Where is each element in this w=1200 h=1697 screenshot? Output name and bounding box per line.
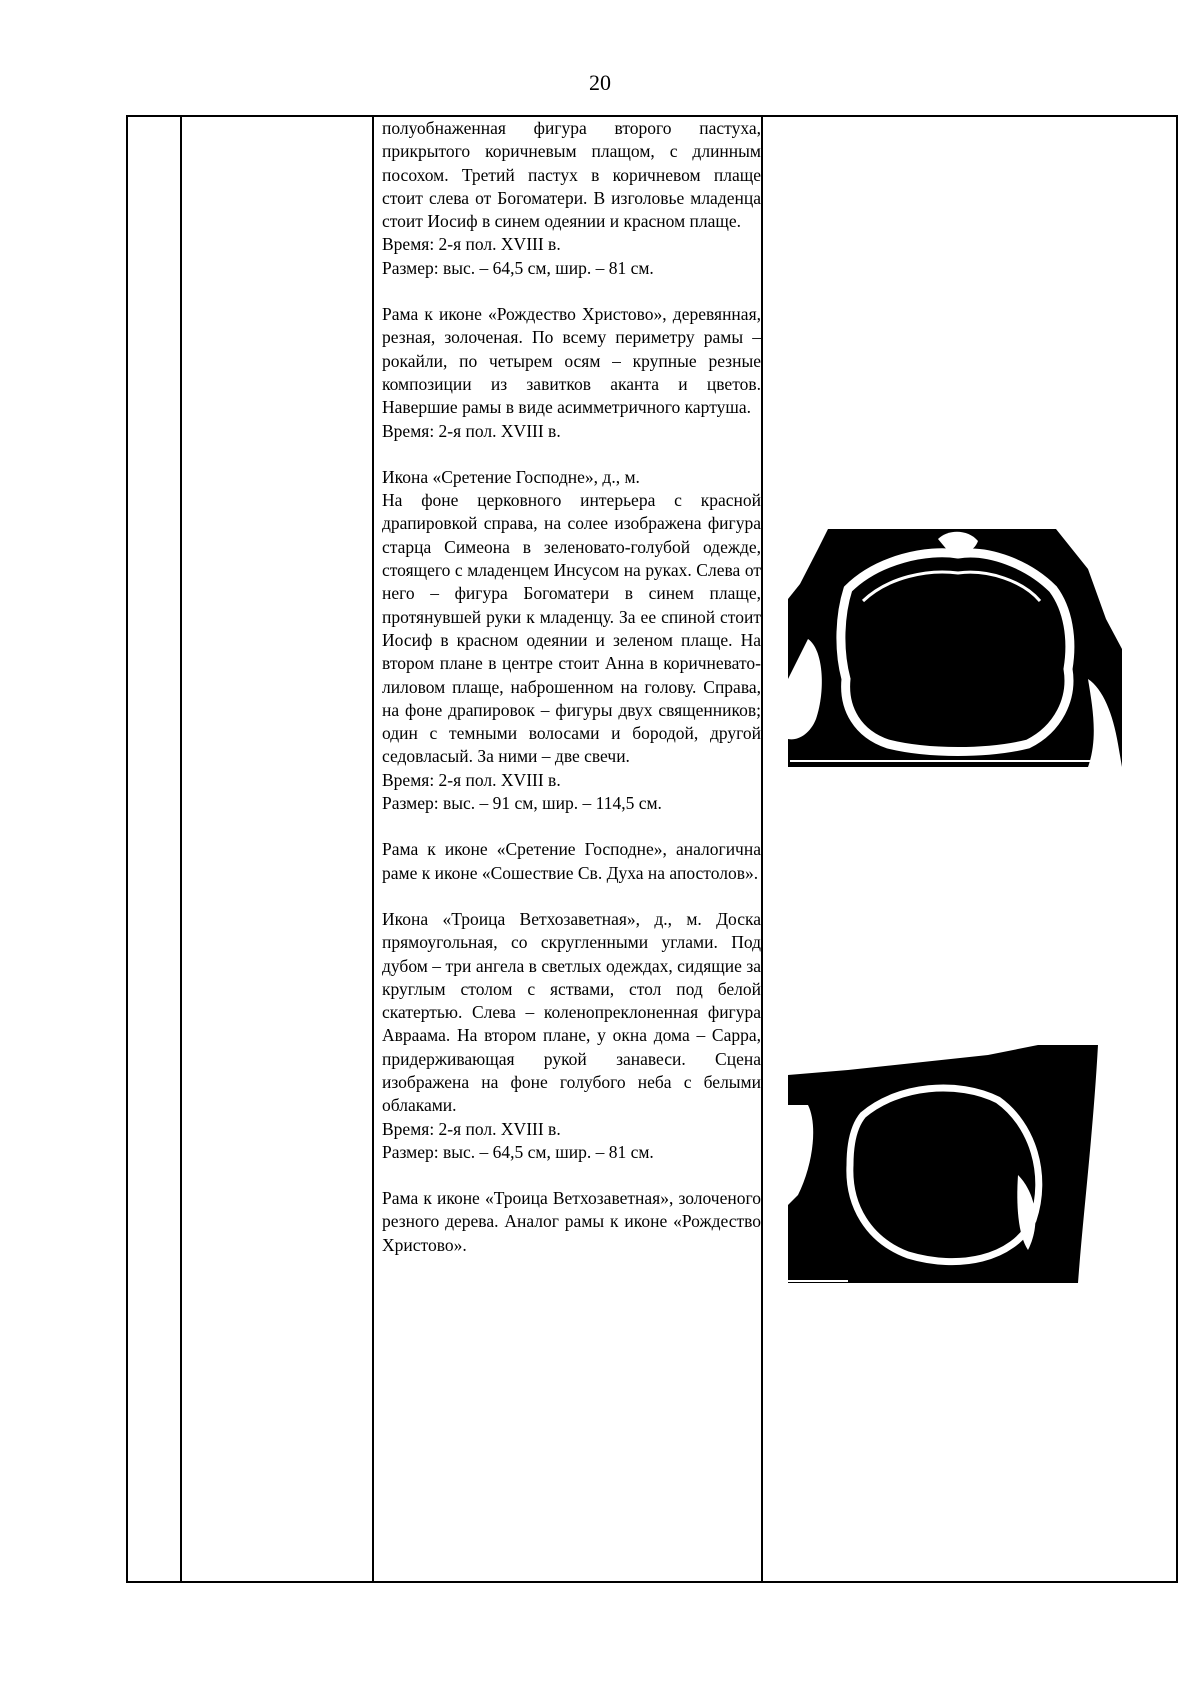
entry-paragraph: Рама к иконе «Сретение Господне», аналогична раме к иконе «Сошествие Св. Духа на апостолов».: [382, 839, 761, 883]
entry-time: Время: 2-я пол. XVIII в.: [382, 234, 561, 255]
entry-paragraph: Рама к иконе «Троица Ветхозаветная», золоченого резного дерева. Аналог рамы к иконе «Рождество Христово».: [382, 1188, 761, 1255]
photo-presentation-icon: [788, 529, 1122, 767]
inventory-table: [126, 115, 1178, 1583]
entry-paragraph: На фоне церковного интерьера с красной драпировкой справа, на солее изображена фигура старца Симеона в зеленовато-голубой одежде, стоящего с младенцем Инсусом на руках. Слева от него – фигура Богоматери в синем плаще, протянувшей руки к младенцу. За ее спиной стоит Иосиф в красном одеянии и зеленом плаще. На втором плане в центре стоит Анна в коричневато-лиловом плаще, наброшенном на голову. Справа, на фоне драпировок – фигуры двух священников; один с темными волосами и бородой, другой седовласый. За ними – две свечи.: [382, 490, 761, 767]
entry-paragraph: Рама к иконе «Рождество Христово», деревянная, резная, золоченая. По всему периметру рамы – рокайли, по четырем осям – крупные резные композиции из завитков аканта и цветов. Навершие рамы в виде асимметричного картуша.: [382, 304, 761, 418]
entry-nativity-frame: [382, 303, 761, 443]
entry-presentation-frame: [382, 838, 761, 885]
entry-paragraph: Икона «Троица Ветхозаветная», д., м. Доска прямоугольная, со скругленными углами. Под дубом – три ангела в светлых одеждах, сидящие за круглым столом с яствами, стол под белой скатертью. Слева – коленопреклоненная фигура Авраама. На втором плане, у окна дома – Сарра, придерживающая рукой занавеси. Сцена изображена на фоне голубого неба с белыми облаками.: [382, 908, 761, 1116]
entry-time: Время: 2-я пол. XVIII в.: [382, 769, 561, 790]
entry-time: Время: 2-я пол. XVIII в.: [382, 1118, 561, 1139]
entry-size: Размер: выс. – 64,5 см, шир. – 81 см.: [382, 257, 654, 278]
entry-presentation-icon: [382, 466, 761, 815]
entry-trinity-frame: [382, 1187, 761, 1257]
entry-paragraph: полуобнаженная фигура второго пастуха, прикрытого коричневым плащом, с длинным посохом. Третий пастух в коричневом плаще стоит слева от Богоматери. В изголовье младенца стоит Иосиф в синем одеянии и красном плаще.: [382, 118, 761, 232]
entry-time: Время: 2-я пол. XVIII в.: [382, 420, 561, 441]
page-number: 20: [589, 70, 611, 95]
photo-trinity-icon: [788, 1045, 1118, 1283]
column-divider: [180, 117, 182, 1581]
entry-size: Размер: выс. – 64,5 см, шир. – 81 см.: [382, 1141, 654, 1162]
entry-trinity-icon: [382, 908, 761, 1164]
entry-size: Размер: выс. – 91 см, шир. – 114,5 см.: [382, 793, 662, 814]
column-divider: [761, 117, 763, 1581]
entry-title: Икона «Сретение Господне», д., м.: [382, 466, 640, 487]
entry-nativity-icon: [382, 117, 761, 280]
description-cell: [374, 117, 761, 1280]
